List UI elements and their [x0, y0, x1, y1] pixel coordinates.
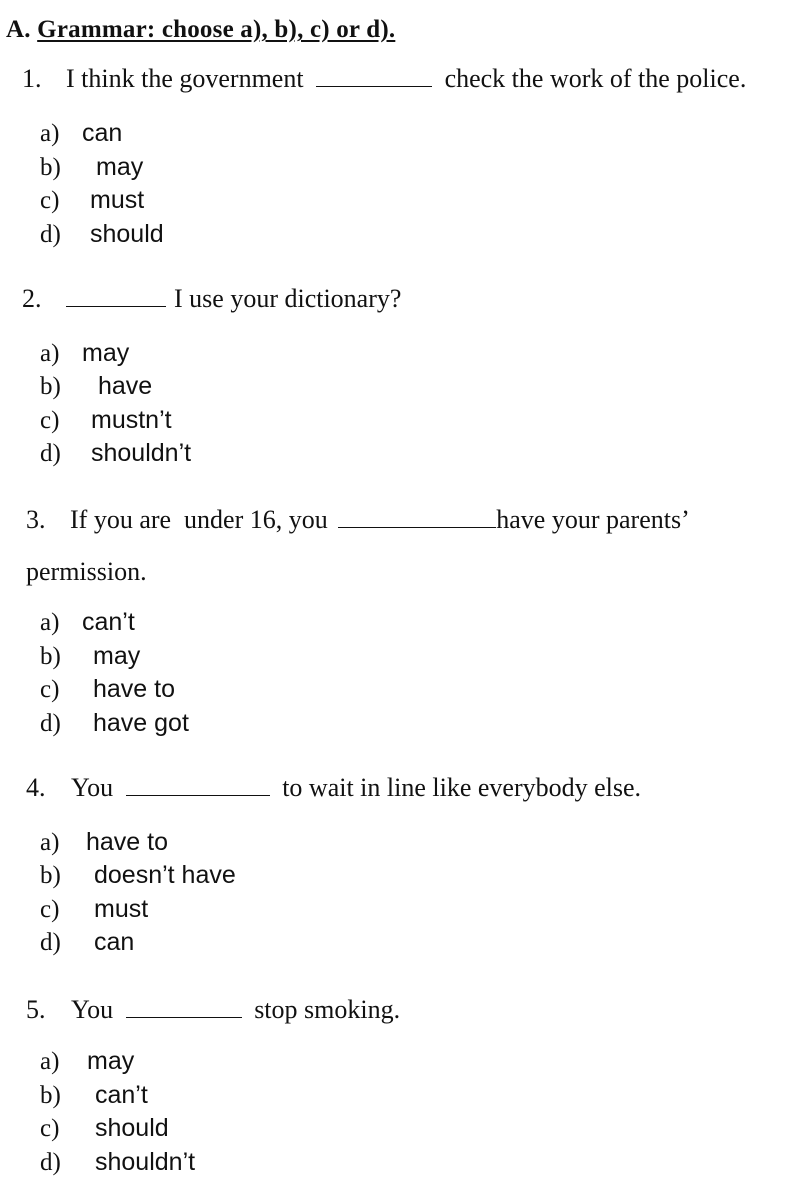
option-5d [40, 1148, 195, 1177]
section-title: Grammar: choose a), b), c) or d). [37, 16, 396, 43]
option-text: have to [93, 675, 176, 703]
option-text: can’t [95, 1081, 148, 1109]
option-letter: b) [40, 154, 61, 181]
answer-blank [338, 505, 496, 528]
option-3a [40, 608, 135, 637]
option-text: have [98, 372, 153, 400]
question-1 [22, 64, 746, 94]
option-letter: a) [40, 340, 60, 367]
option-letter: a) [40, 609, 60, 636]
option-letter: d) [40, 440, 61, 467]
option-text: have got [93, 709, 189, 737]
option-2a [40, 339, 129, 368]
option-text: should [95, 1114, 169, 1142]
option-text: have to [86, 828, 169, 856]
question-number: 3. [26, 505, 46, 534]
question-4 [26, 773, 641, 803]
option-2d [40, 439, 191, 468]
option-letter: a) [40, 1048, 60, 1075]
option-text: mustn’t [91, 406, 172, 434]
option-letter: b) [40, 862, 61, 889]
answer-blank [66, 284, 166, 307]
option-1d [40, 220, 164, 249]
question-text-before: If you are under 16, you [70, 505, 328, 534]
option-letter: b) [40, 373, 61, 400]
question-3-continuation: permission. [26, 557, 147, 586]
answer-blank [316, 64, 432, 87]
question-text-after: have your parents’ [496, 505, 690, 534]
option-1c [40, 186, 144, 215]
option-3c [40, 675, 175, 704]
option-text: must [94, 895, 149, 923]
option-text: shouldn’t [91, 439, 192, 467]
question-text-after: stop smoking. [254, 995, 401, 1024]
section-heading [6, 16, 395, 44]
answer-blank [126, 995, 242, 1018]
option-text: doesn’t have [94, 861, 236, 889]
question-text-after: I use your dictionary? [174, 284, 402, 313]
option-letter: d) [40, 710, 61, 737]
option-letter: a) [40, 829, 60, 856]
option-1b [40, 153, 143, 182]
option-text: can [82, 119, 123, 147]
option-letter: c) [40, 896, 60, 923]
option-3d [40, 709, 189, 738]
option-4b [40, 861, 236, 890]
option-text: may [87, 1047, 135, 1075]
option-4c [40, 895, 148, 924]
option-text: can’t [82, 608, 135, 636]
option-text: may [96, 153, 144, 181]
question-5 [26, 995, 400, 1025]
option-text: can [94, 928, 135, 956]
option-letter: d) [40, 1149, 61, 1176]
option-5c [40, 1114, 169, 1143]
question-text-after: to wait in line like everybody else. [282, 773, 642, 802]
question-text-before: You [71, 773, 114, 802]
option-2b [40, 372, 152, 401]
section-letter: A. [6, 16, 31, 43]
option-5a [40, 1047, 134, 1076]
question-2 [22, 284, 401, 314]
option-text: may [82, 339, 130, 367]
option-letter: c) [40, 187, 60, 214]
answer-blank [126, 773, 270, 796]
question-text-before: I think the government [66, 64, 304, 93]
option-text: must [90, 186, 145, 214]
question-3 [26, 505, 690, 535]
question-number: 5. [26, 995, 46, 1024]
option-letter: c) [40, 1115, 60, 1142]
option-letter: d) [40, 221, 61, 248]
option-letter: d) [40, 929, 61, 956]
question-number: 4. [26, 773, 46, 802]
option-text: shouldn’t [95, 1148, 196, 1176]
option-letter: a) [40, 120, 60, 147]
option-letter: c) [40, 676, 60, 703]
question-text-before: You [71, 995, 114, 1024]
question-number: 2. [22, 284, 42, 313]
question-number: 1. [22, 64, 42, 93]
option-5b [40, 1081, 148, 1110]
option-letter: b) [40, 1082, 61, 1109]
option-2c [40, 406, 172, 435]
option-3b [40, 642, 140, 671]
question-text-after: check the work of the police. [444, 64, 747, 93]
option-1a [40, 119, 122, 148]
option-4d [40, 928, 134, 957]
option-letter: c) [40, 407, 60, 434]
option-4a [40, 828, 168, 857]
option-letter: b) [40, 643, 61, 670]
option-text: may [93, 642, 141, 670]
option-text: should [90, 220, 164, 248]
